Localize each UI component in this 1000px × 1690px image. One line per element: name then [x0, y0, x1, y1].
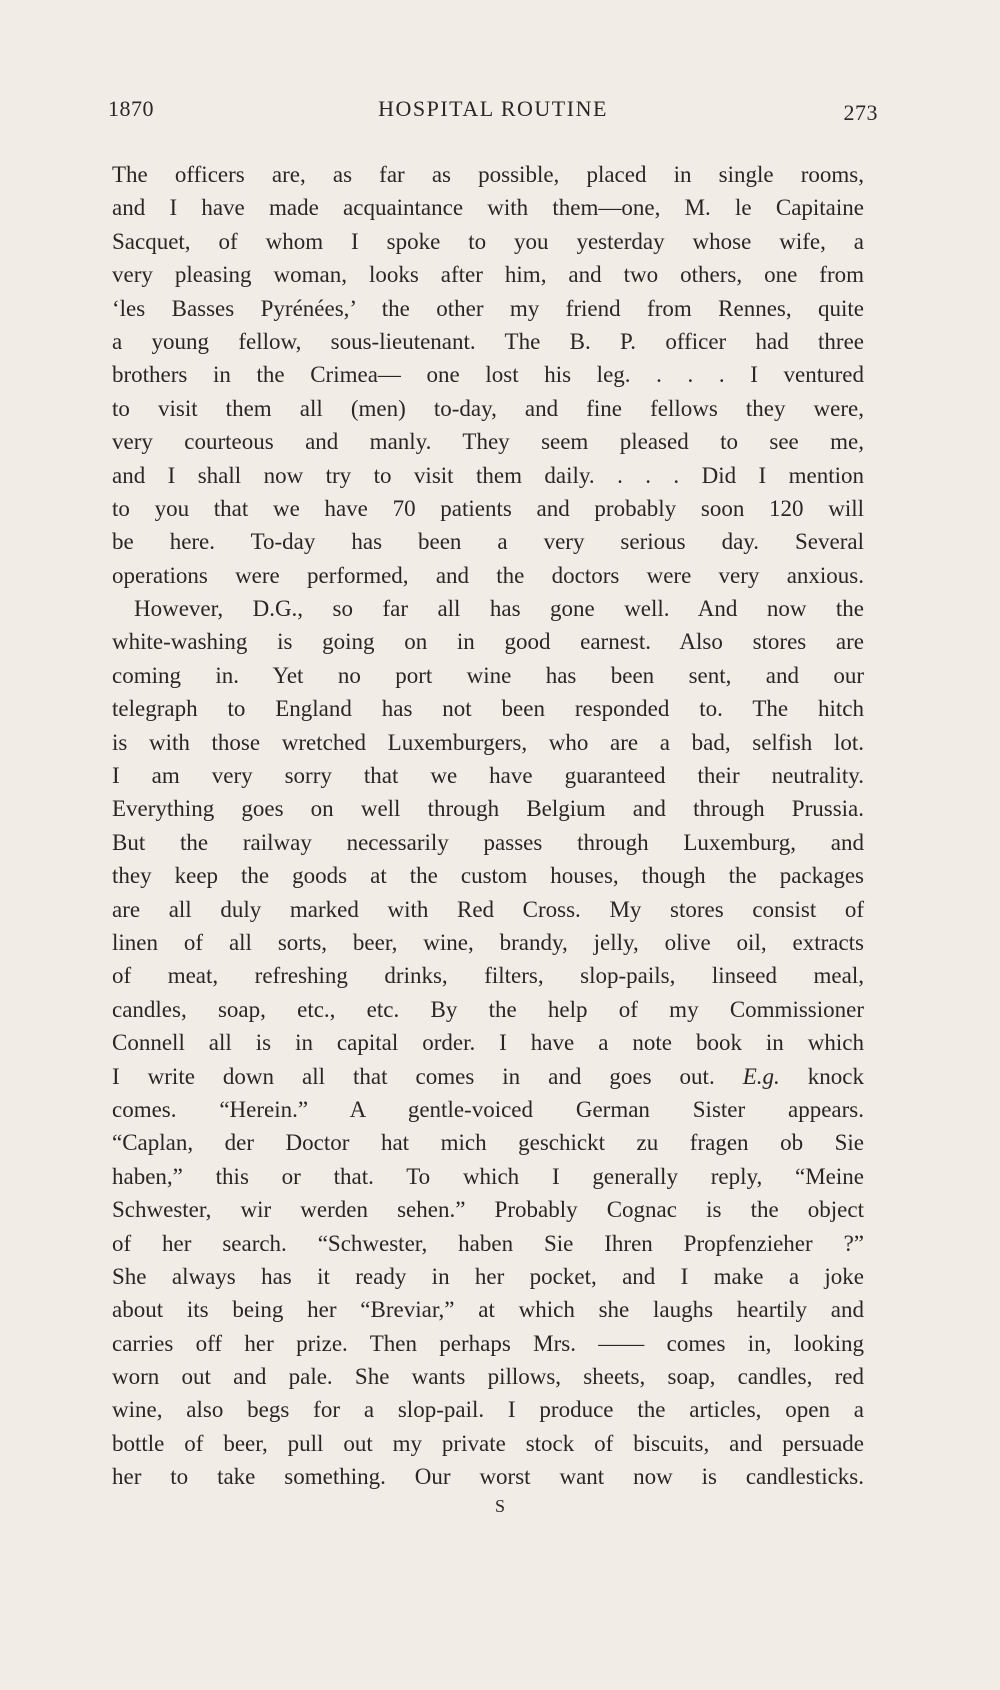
signature-mark: S — [494, 1496, 505, 1516]
text-line: of her search. “Schwester, haben Sie Ihren Propfenzieher ?” — [112, 1230, 864, 1256]
text-line: and I have made acquaintance with them—one, M. le Capitaine — [112, 195, 864, 221]
text-line: telegraph to England has not been responded to. The hitch — [112, 696, 864, 722]
text-line: candles, soap, etc., etc. By the help of my Commissioner — [112, 996, 864, 1022]
text-line: However, D.G., so far all has gone well. And now the — [134, 596, 864, 622]
text-line: are all duly marked with Red Cross. My stores consist of — [112, 896, 864, 922]
text-line: I write down all that comes in and goes out. E.g. knock — [112, 1063, 864, 1089]
text-line: they keep the goods at the custom houses, though the packages — [112, 863, 864, 889]
text-line: be here. To-day has been a very serious day. Several — [112, 529, 864, 555]
text-line: of meat, refreshing drinks, filters, slop-pails, linseed meal, — [112, 963, 864, 989]
text-line: I am very sorry that we have guaranteed their neutrality. — [112, 763, 864, 789]
italic-abbrev: E.g. — [742, 1063, 780, 1089]
page-number: 273 — [843, 100, 878, 125]
text-line: is with those wretched Luxemburgers, who are a bad, selfish lot. — [112, 729, 864, 755]
text-line: coming in. Yet no port wine has been sent, and our — [112, 662, 864, 688]
text-line: operations were performed, and the doctors were very anxious. — [112, 562, 864, 588]
text-line: carries off her prize. Then perhaps Mrs. —— comes in, looking — [112, 1330, 864, 1356]
text-line: linen of all sorts, beer, wine, brandy, jelly, olive oil, extracts — [112, 929, 864, 955]
text-line: comes. “Herein.” A gentle-voiced German Sister appears. — [112, 1096, 864, 1122]
text-line: very courteous and manly. They seem pleased to see me, — [112, 429, 864, 455]
text-line: bottle of beer, pull out my private stock of biscuits, and persuade — [112, 1430, 864, 1456]
text-line: Schwester, wir werden sehen.” Probably Cognac is the object — [112, 1197, 864, 1223]
header-year: 1870 — [108, 96, 154, 121]
text-line: her to take something. Our worst want now is candlesticks. — [112, 1464, 864, 1490]
text-line: “Caplan, der Doctor hat mich geschickt zu fragen ob Sie — [112, 1130, 864, 1156]
running-header — [108, 96, 878, 128]
header-title: HOSPITAL ROUTINE — [378, 96, 608, 121]
text-line: about its being her “Breviar,” at which she laughs heartily and — [112, 1297, 864, 1323]
text-line: very pleasing woman, looks after him, and two others, one from — [112, 262, 864, 288]
text-line: The officers are, as far as possible, placed in single rooms, — [112, 162, 864, 187]
text-line: wine, also begs for a slop-pail. I produce the articles, open a — [112, 1397, 864, 1423]
text-line: and I shall now try to visit them daily. . . . Did I mention — [112, 462, 864, 488]
text-line: to visit them all (men) to-day, and fine fellows they were, — [112, 395, 864, 421]
text-line: brothers in the Crimea— one lost his leg. . . . I ventured — [112, 362, 864, 388]
text-line: haben,” this or that. To which I generally reply, “Meine — [112, 1163, 864, 1189]
text-line: a young fellow, sous-lieutenant. The B. P. officer had three — [112, 328, 864, 354]
body-text — [112, 158, 864, 1494]
text-line: Sacquet, of whom I spoke to you yesterday whose wife, a — [112, 228, 864, 254]
text-line: She always has it ready in her pocket, and I make a joke — [112, 1263, 864, 1289]
text-line: But the railway necessarily passes through Luxemburg, and — [112, 829, 864, 855]
text-line: Connell all is in capital order. I have a note book in which — [112, 1030, 864, 1056]
text-line: worn out and pale. She wants pillows, sheets, soap, candles, red — [112, 1364, 864, 1390]
text-line: white-washing is going on in good earnest. Also stores are — [112, 629, 864, 655]
text-line: Everything goes on well through Belgium and through Prussia. — [112, 796, 864, 822]
text-line: ‘les Basses Pyrénées,’ the other my friend from Rennes, quite — [112, 295, 864, 321]
text-line: to you that we have 70 patients and probably soon 120 will — [112, 495, 864, 521]
